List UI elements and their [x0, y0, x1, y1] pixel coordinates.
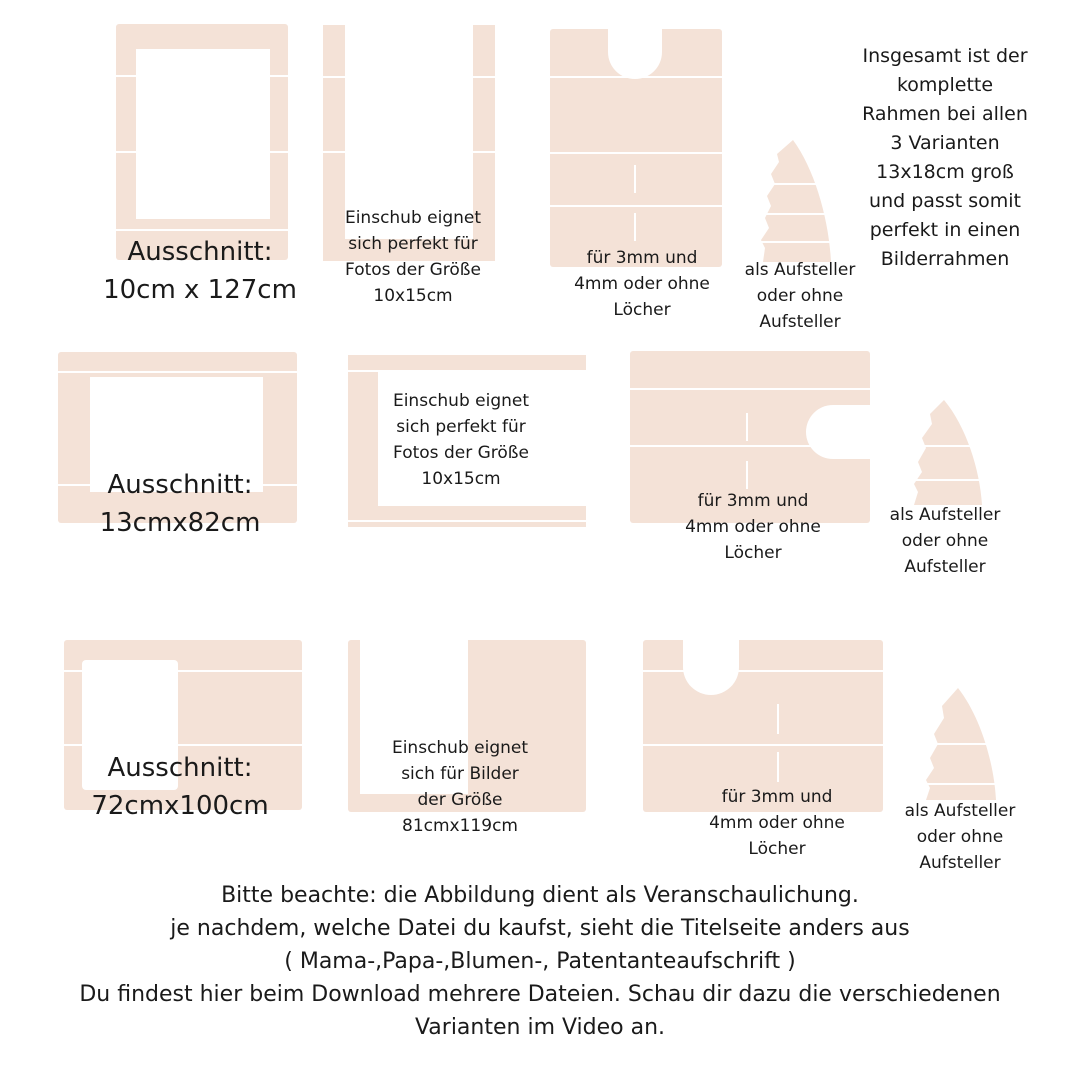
stand-piece-1 — [757, 140, 833, 262]
holes-description: für 3mm und 4mm oder ohne Löcher — [709, 787, 845, 859]
thumb-notch — [683, 638, 739, 695]
thumb-notch — [608, 27, 662, 79]
insert-description: Einschub eignet sich für Bilder der Größe 81cmx119cm — [391, 738, 529, 836]
back-panel-portrait — [550, 29, 722, 267]
frame-front-portrait — [116, 24, 288, 260]
size-note: Insgesamt ist der komplette Rahmen bei allen 3 Varianten 13x18cm groß und passt somit perfekt in einen Bilderrahmen — [862, 45, 1028, 270]
cutout-label: Ausschnitt: 13cmx82cm — [99, 470, 261, 538]
stand-description: als Aufsteller oder ohne Aufsteller — [744, 260, 856, 332]
cutout-label: Ausschnitt: 72cmx100cm — [91, 753, 269, 821]
stand-description: als Aufsteller oder ohne Aufsteller — [904, 801, 1016, 873]
insert-description: Einschub eignet sich perfekt für Fotos der Größe 10x15cm — [392, 391, 530, 489]
holes-description: für 3mm und 4mm oder ohne Löcher — [685, 491, 821, 563]
stand-piece-3 — [920, 688, 996, 800]
cutout-label: Ausschnitt: 10cm x 127cm — [103, 237, 297, 305]
footer-note: Bitte beachte: die Abbildung dient als Veranschaulichung. je nachdem, welche Datei du kaufst, sieht die Titelseite anders aus ( Mama-,Papa-,Blumen-, Patentanteaufschrift ) Du findest hier beim Download mehrere Dateien. Schau dir dazu die verschiedenen Varianten im Video an. — [79, 883, 1001, 1040]
thumb-notch — [806, 405, 872, 459]
insert-description: Einschub eignet sich perfekt für Fotos der Größe 10x15cm — [344, 208, 482, 306]
stand-description: als Aufsteller oder ohne Aufsteller — [889, 505, 1001, 577]
holes-description: für 3mm und 4mm oder ohne Löcher — [574, 248, 710, 320]
stand-piece-2 — [908, 400, 984, 505]
